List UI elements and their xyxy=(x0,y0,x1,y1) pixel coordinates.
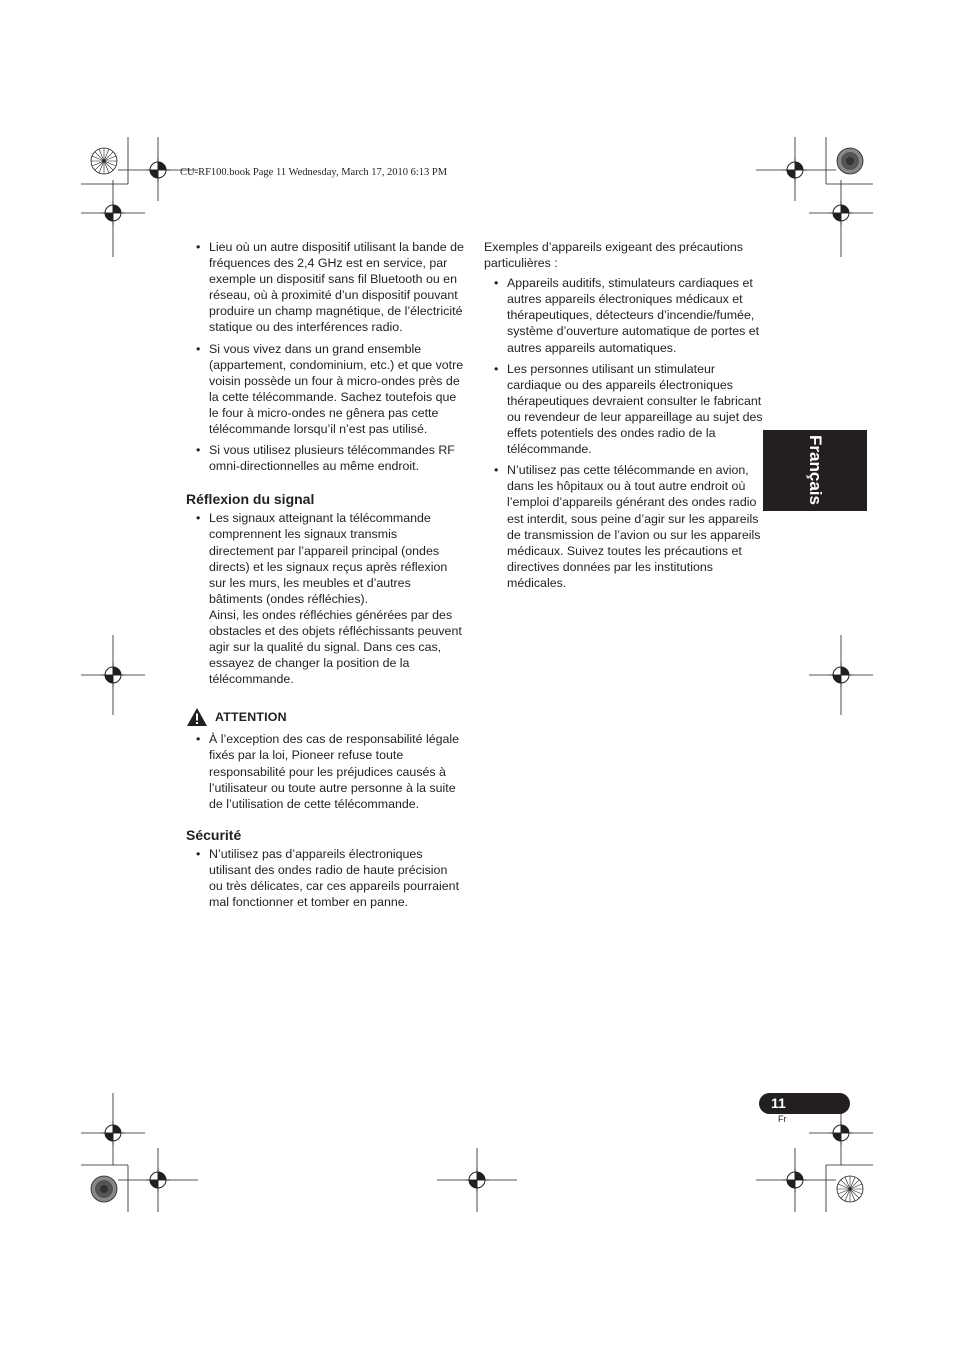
page-number-badge xyxy=(759,1093,850,1114)
attention-label: ATTENTION xyxy=(215,710,287,725)
language-tab xyxy=(763,430,867,511)
interference-list xyxy=(186,239,464,474)
list-item: • Les personnes utilisant un stimulateur cardiaque ou des appareils électroniques thérapeutiques devraient consulter le fabricant ou revendeur de leur appareillage au sujet des effets potentiels des ondes radio de la télécommande. xyxy=(484,361,764,458)
list-item: • N’utilisez pas d’appareils électroniques utilisant des ondes radio de haute précision ou très délicates, car ces appareils pourraient mal fonctionner et tomber en panne. xyxy=(186,846,464,910)
section-heading-reflexion: Réflexion du signal xyxy=(186,491,315,508)
list-item-continuation: Ainsi, les ondes réfléchies générées par des obstacles et des objets réfléchissants peuvent agir sur la qualité du signal. Dans ces cas, essayez de changer la position de la télécommande. xyxy=(209,607,462,687)
list-item: • N’utilisez pas cette télécommande en avion, dans les hôpitaux ou à tout autre endroit où l’emploi d’appareils générant des ondes radio est interdit, sous peine d’agir sur les appareils de transmission de l’avion ou sur les appareils médicaux. Suivez toutes les précautions et directives données par les institutions médicales. xyxy=(484,462,764,591)
list-item: • Si vous utilisez plusieurs télécommandes RF omni-directionnelles au même endroit. xyxy=(186,442,464,474)
attention-list xyxy=(186,731,464,811)
list-item-text: Les signaux atteignant la télécommande comprennent les signaux transmis directement par l’appareil principal (ondes directs) et les signaux reçus après réflexion sur les murs, les meubles et d’autres bâtiments (ondes réfléchies). xyxy=(209,511,448,606)
section-heading-securite: Sécurité xyxy=(186,826,242,843)
list-item: • Si vous vivez dans un grand ensemble (appartement, condominium, etc.) et que votre voisin possède un four à micro-ondes près de la cette télécommande. Sachez toutefois que le four à micro-ondes ne gênera pas cette télécommande lorsqu’il n’est pas utilisé. xyxy=(186,341,464,438)
left-column xyxy=(186,239,464,915)
list-item xyxy=(186,510,464,687)
list-item: • Appareils auditifs, stimulateurs cardiaques et autres appareils électroniques médicaux et thérapeutiques, détecteurs d’incendie/fumée, système d’ouverture automatique de portes et autres appareils automatiques. xyxy=(484,275,764,355)
language-code: Fr xyxy=(778,1114,787,1124)
list-item: • À l’exception des cas de responsabilité légale fixés par la loi, Pioneer refuse toute responsabilité pour les préjudices causés à l’utilisateur ou toute autre personne à la suite de l’utilisation de cette télécommande. xyxy=(186,731,464,811)
list-item: • Lieu où un autre dispositif utilisant la bande de fréquences des 2,4 GHz est en service, par exemple un dispositif sans fil Bluetooth ou en réseau, où à proximité d’un dispositif pouvant produire un champ magnétique, de l’électricité statique ou des interférences radio. xyxy=(186,239,464,336)
examples-intro: Exemples d’appareils exigeant des précautions particulières : xyxy=(484,240,743,271)
page-number: 11 xyxy=(771,1095,786,1111)
file-info-header: CU-RF100.book Page 11 Wednesday, March 17, 2010 6:13 PM xyxy=(180,167,448,178)
reflexion-list xyxy=(186,510,464,687)
securite-list xyxy=(186,846,464,910)
language-tab-label: Français xyxy=(806,435,825,505)
right-column xyxy=(484,239,764,596)
warning-icon xyxy=(186,707,208,727)
attention-header xyxy=(186,707,464,727)
examples-list xyxy=(484,275,764,591)
